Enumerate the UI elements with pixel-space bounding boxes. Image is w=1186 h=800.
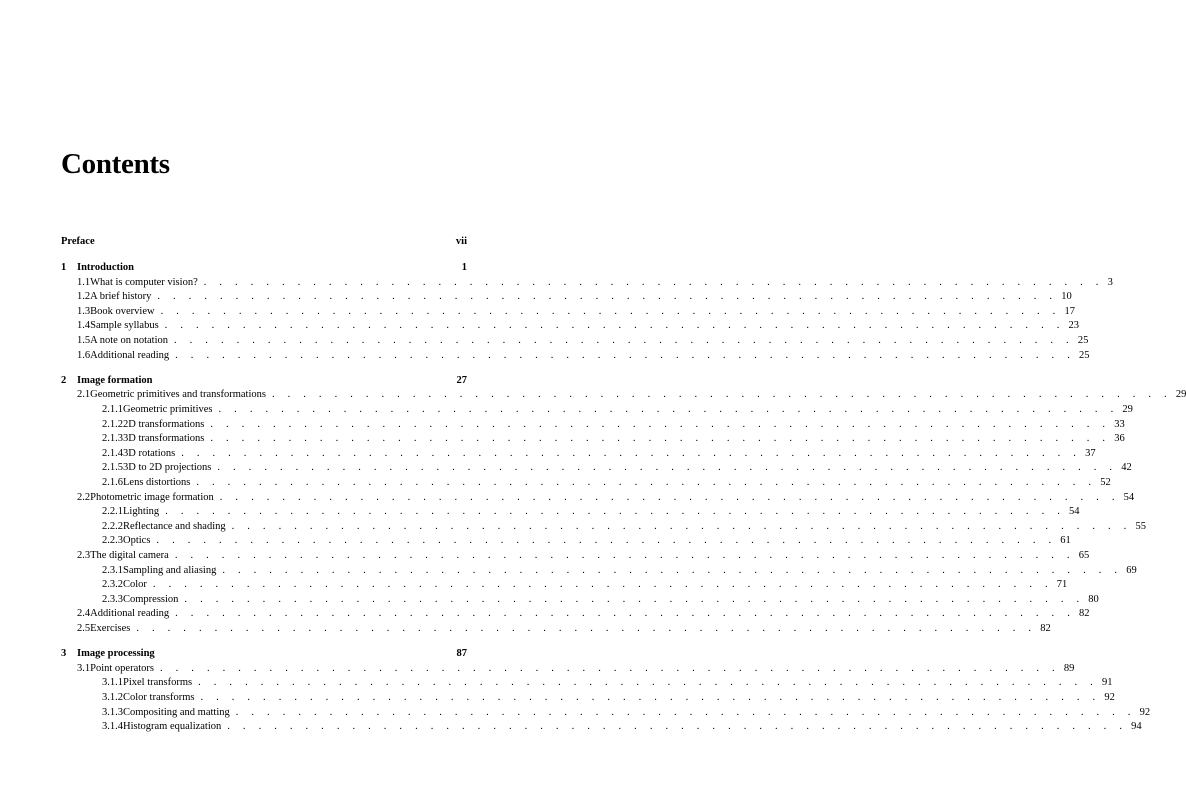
toc-leader-dots: . . . . . . . . . . . . . . . . . . . . . . . . . . . . . . . . . . . . . . . . . . . . . . . . . . . . . . . . . .	[200, 692, 1101, 703]
toc-entry-title: Photometric image formation	[90, 491, 214, 503]
toc-entry-title: Geometric primitives	[123, 404, 213, 415]
toc-entry-number: 2.2	[77, 491, 91, 503]
toc-subsection-row	[102, 592, 1099, 607]
toc-entry-title: 3D transformations	[123, 433, 205, 445]
toc-leader-dots: . . . . . . . . . . . . . . . . . . . . . . . . . . . . . . . . . . . . . . . . . . . . . . . . . . . . . . . . . .	[174, 335, 1074, 346]
toc-entry-page: 65	[1078, 550, 1090, 561]
toc-leader-dots: . . . . . . . . . . . . . . . . . . . . . . . . . . . . . . . . . . . . . . . . . . . . . . . . . . . . . . . . . .	[164, 320, 1065, 332]
toc-leader-dots: . . . . . . . . . . . . . . . . . . . . . . . . . . . . . . . . . . . . . . . . . . . . . . . . . . . . . . . . . .	[217, 462, 1118, 474]
toc-entry-number: 3	[61, 648, 67, 660]
toc-leader-dots: . . . . . . . . . . . . . . . . . . . . . . . . . . . . . . . . . . . . . . . . . . . . . . . . . . . . . . . . . .	[152, 579, 1053, 591]
toc-entry-number: 1.5	[77, 335, 91, 346]
toc-leader-dots: . . . . . . . . . . . . . . . . . . . . . . . . . . . . . . . . . . . . . . . . . . . . . . . . . . . . . . . . . .	[219, 491, 1120, 503]
toc-entry-number: 1.2	[77, 291, 91, 303]
toc-entry-title: Image formation	[77, 374, 153, 386]
toc-entry-page: 17	[1064, 305, 1075, 317]
toc-entry-number: 2.2.2	[102, 520, 123, 532]
toc-entry-number: 3.1.3	[102, 706, 123, 718]
toc-entry-title: Preface	[61, 236, 95, 247]
toc-leader-dots: . . . . . . . . . . . . . . . . . . . . . . . . . . . . . . . . . . . . . . . . . . . . . . . . . . . . . . . . . .	[160, 305, 1061, 317]
toc-subsection-row	[102, 690, 1115, 705]
toc-entry-title: A brief history	[90, 291, 152, 303]
toc-entry-number: 3.1	[77, 662, 91, 674]
toc-entry-page: 33	[1114, 418, 1125, 430]
toc-leader-dots: . . . . . . . . . . . . . . . . . . . . . . . . . . . . . . . . . . . . . . . . . . . . . . . . . . . . . . . . . .	[136, 623, 1037, 634]
toc-entry-page: 42	[1121, 462, 1132, 474]
toc-leader-dots: . . . . . . . . . . . . . . . . . . . . . . . . . . . . . . . . . . . . . . . . . . . . . . . . . . . . . . . . . .	[196, 477, 1097, 488]
toc-entry-title: Additional reading	[90, 349, 170, 361]
toc-entry-page: 82	[1040, 623, 1051, 634]
toc-entry-page: 37	[1085, 447, 1096, 459]
toc-entry-title: 3D to 2D projections	[123, 462, 212, 474]
toc-entry-page: 27	[456, 374, 467, 386]
toc-entry-title: Point operators	[90, 662, 154, 674]
toc-chapter-row	[61, 234, 467, 249]
toc-section-row	[77, 661, 1075, 676]
toc-entry-number: 2.1.4	[102, 447, 123, 459]
toc-entry-number: 1.3	[77, 305, 91, 317]
toc-entry-title: 3D rotations	[123, 447, 176, 459]
toc-subsection-row	[102, 563, 1137, 578]
toc-section-row	[77, 333, 1089, 348]
toc-subsection-row	[102, 519, 1146, 534]
toc-entry-title: Exercises	[90, 623, 131, 634]
toc-entry-number: 3.1.2	[102, 692, 123, 703]
toc-entry-page: 10	[1061, 291, 1072, 303]
toc-leader-dots: . . . . . . . . . . . . . . . . . . . . . . . . . . . . . . . . . . . . . . . . . . . . . . . . . . . . . . . . . .	[210, 418, 1111, 430]
toc-section-row	[77, 275, 1113, 290]
toc-entry-page: 89	[1063, 662, 1075, 674]
toc-section-row	[77, 304, 1075, 319]
toc-entry-page: 1	[461, 262, 467, 273]
toc-entry-number: 2.3	[77, 550, 91, 561]
toc-entry-title: Lens distortions	[123, 477, 191, 488]
toc-leader-dots: . . . . . . . . . . . . . . . . . . . . . . . . . . . . . . . . . . . . . . . . . . . . . . . . . . . . . . . . . .	[184, 593, 1085, 605]
toc-chapter-row	[61, 260, 467, 275]
toc-leader-dots: . . . . . . . . . . . . . . . . . . . . . . . . . . . . . . . . . . . . . . . . . . . . . . . . . . . . . . . . . .	[198, 677, 1098, 689]
toc-leader-dots: . . . . . . . . . . . . . . . . . . . . . . . . . . . . . . . . . . . . . . . . . . . . . . . . . . . . . . . . . .	[203, 276, 1104, 288]
toc-entry-number: 1.6	[77, 349, 91, 361]
toc-entry-page: vii	[455, 236, 467, 247]
toc-section-row	[77, 387, 1186, 402]
toc-entry-title: Color	[123, 579, 147, 591]
toc-entry-title: Compositing and matting	[123, 706, 230, 718]
toc-leader-dots: . . . . . . . . . . . . . . . . . . . . . . . . . . . . . . . . . . . . . . . . . . . . . . . . . . . . . . . . . .	[175, 349, 1076, 361]
toc-entry-page: 87	[456, 648, 467, 660]
toc-entry-page: 55	[1135, 520, 1146, 532]
toc-entry-number: 2.2.1	[102, 506, 123, 518]
toc-section-row	[77, 318, 1080, 333]
toc-subsection-row	[102, 504, 1080, 519]
toc-entry-title: Book overview	[90, 305, 155, 317]
toc-leader-dots: . . . . . . . . . . . . . . . . . . . . . . . . . . . . . . . . . . . . . . . . . . . . . . . . . . . . . . . . . .	[210, 433, 1111, 445]
toc-subsection-row	[102, 417, 1125, 432]
toc-entry-title: Additional reading	[90, 608, 170, 620]
toc-subsection-row	[102, 577, 1068, 592]
toc-entry-number: 2.2.3	[102, 535, 123, 547]
toc-leader-dots: . . . . . . . . . . . . . . . . . . . . . . . . . . . . . . . . . . . . . . . . . . . . . . . . . . . . . . . . . .	[165, 506, 1066, 518]
toc-entry-number: 2.3.1	[102, 564, 123, 576]
toc-entry-title: Lighting	[123, 506, 160, 518]
toc-section-row	[77, 289, 1072, 304]
toc-leader-dots: . . . . . . . . . . . . . . . . . . . . . . . . . . . . . . . . . . . . . . . . . . . . . . . . . . . . . . . . . .	[222, 564, 1123, 576]
toc-entry-page: 82	[1079, 608, 1090, 620]
toc-entry-title: Compression	[123, 593, 179, 605]
toc-entry-page: 52	[1100, 477, 1111, 488]
toc-entry-title: Pixel transforms	[123, 677, 193, 689]
toc-section-row	[77, 490, 1135, 505]
toc-subsection-row	[102, 446, 1096, 461]
toc-leader-dots: . . . . . . . . . . . . . . . . . . . . . . . . . . . . . . . . . . . . . . . . . . . . . . . . . . . . . . . . . .	[157, 291, 1058, 303]
toc-entry-page: 54	[1069, 506, 1080, 518]
toc-leader-dots: . . . . . . . . . . . . . . . . . . . . . . . . . . . . . . . . . . . . . . . . . . . . . . . . . . . . . . . . . .	[175, 608, 1076, 620]
toc-chapter-row	[61, 373, 467, 388]
toc-entry-number: 3.1.4	[102, 721, 123, 733]
toc-entry-title: Sampling and aliasing	[123, 564, 217, 576]
toc-entry-page: 61	[1060, 535, 1071, 547]
toc-subsection-row	[102, 675, 1113, 690]
toc-leader-dots: . . . . . . . . . . . . . . . . . . . . . . . . . . . . . . . . . . . . . . . . . . . . . . . . . . . . . . . . . .	[181, 447, 1082, 459]
toc-entry-title: Geometric primitives and transformations	[90, 389, 266, 401]
toc-leader-dots: . . . . . . . . . . . . . . . . . . . . . . . . . . . . . . . . . . . . . . . . . . . . . . . . . . . . . . . . . .	[271, 389, 1172, 401]
toc-section-row	[77, 621, 1051, 636]
toc-entry-page: 25	[1079, 349, 1090, 361]
toc-leader-dots: . . . . . . . . . . . . . . . . . . . . . . . . . . . . . . . . . . . . . . . . . . . . . . . . . . . . . . . . . .	[227, 721, 1128, 733]
toc-subsection-row	[102, 475, 1111, 490]
toc-section-row	[77, 548, 1090, 563]
toc-entry-title: Reflectance and shading	[123, 520, 226, 532]
toc-entry-title: The digital camera	[90, 550, 169, 561]
toc-entry-page: 92	[1104, 692, 1115, 703]
toc-section-row	[77, 348, 1090, 363]
toc-entry-title: Optics	[123, 535, 151, 547]
toc-entry-title: Color transforms	[123, 692, 195, 703]
page-title: Contents	[61, 148, 170, 180]
toc-subsection-row	[102, 533, 1071, 548]
toc-entry-title: Image processing	[77, 648, 155, 660]
toc-entry-number: 2.1.5	[102, 462, 123, 474]
toc-entry-page: 36	[1114, 433, 1125, 445]
toc-entry-number: 2.4	[77, 608, 91, 620]
toc-leader-dots: . . . . . . . . . . . . . . . . . . . . . . . . . . . . . . . . . . . . . . . . . . . . . . . . . . . . . . . . . .	[160, 662, 1060, 674]
toc-entry-page: 29	[1175, 389, 1186, 401]
toc-entry-title: What is computer vision?	[90, 276, 198, 288]
toc-entry-number: 2.3.2	[102, 579, 123, 591]
toc-entry-title: 2D transformations	[123, 418, 205, 430]
toc-entry-title: Introduction	[77, 262, 134, 273]
toc-entry-number: 1.1	[77, 276, 91, 288]
toc-entry-page: 29	[1122, 404, 1133, 415]
toc-leader-dots: . . . . . . . . . . . . . . . . . . . . . . . . . . . . . . . . . . . . . . . . . . . . . . . . . . . . . . . . . .	[235, 706, 1136, 718]
toc-leader-dots: . . . . . . . . . . . . . . . . . . . . . . . . . . . . . . . . . . . . . . . . . . . . . . . . . . . . . . . . . .	[218, 404, 1119, 415]
toc-entry-number: 2.1.1	[102, 404, 123, 415]
toc-entry-number: 2.1.6	[102, 477, 123, 488]
toc-entry-number: 2	[61, 374, 67, 386]
toc-entry-title: A note on notation	[90, 335, 168, 346]
toc-entry-page: 54	[1123, 491, 1135, 503]
toc-leader-dots: . . . . . . . . . . . . . . . . . . . . . . . . . . . . . . . . . . . . . . . . . . . . . . . . . . . . . . . . . .	[231, 520, 1132, 532]
toc-entry-number: 2.1.2	[102, 418, 123, 430]
toc-entry-page: 92	[1139, 706, 1151, 718]
toc-entry-number: 2.3.3	[102, 593, 123, 605]
toc-entry-number: 1.4	[77, 320, 91, 332]
toc-entry-number: 2.5	[77, 623, 91, 634]
toc-leader-dots: . . . . . . . . . . . . . . . . . . . . . . . . . . . . . . . . . . . . . . . . . . . . . . . . . . . . . . . . . .	[156, 535, 1057, 547]
toc-chapter-row	[61, 646, 467, 661]
toc-entry-title: Histogram equalization	[123, 721, 222, 733]
toc-entry-number: 1	[61, 262, 67, 273]
toc-entry-page: 69	[1126, 564, 1137, 576]
toc-entry-page: 25	[1077, 335, 1089, 346]
toc-subsection-row	[102, 705, 1151, 720]
toc-leader-dots: . . . . . . . . . . . . . . . . . . . . . . . . . . . . . . . . . . . . . . . . . . . . . . . . . . . . . . . . . .	[174, 550, 1075, 561]
toc-subsection-row	[102, 431, 1125, 446]
toc-entry-number: 2.1	[77, 389, 91, 401]
toc-entry-page: 94	[1131, 721, 1142, 733]
toc-entry-number: 2.1.3	[102, 433, 123, 445]
toc-section-row	[77, 606, 1090, 621]
toc-subsection-row	[102, 460, 1132, 475]
toc-entry-page: 3	[1107, 276, 1113, 288]
toc-subsection-row	[102, 402, 1133, 417]
toc-entry-page: 80	[1088, 593, 1099, 605]
toc-entry-page: 23	[1068, 320, 1080, 332]
toc-entry-number: 3.1.1	[102, 677, 123, 689]
toc-entry-page: 71	[1056, 579, 1068, 591]
toc-entry-title: Sample syllabus	[90, 320, 159, 332]
toc-entry-page: 91	[1102, 677, 1113, 689]
toc-subsection-row	[102, 719, 1142, 734]
